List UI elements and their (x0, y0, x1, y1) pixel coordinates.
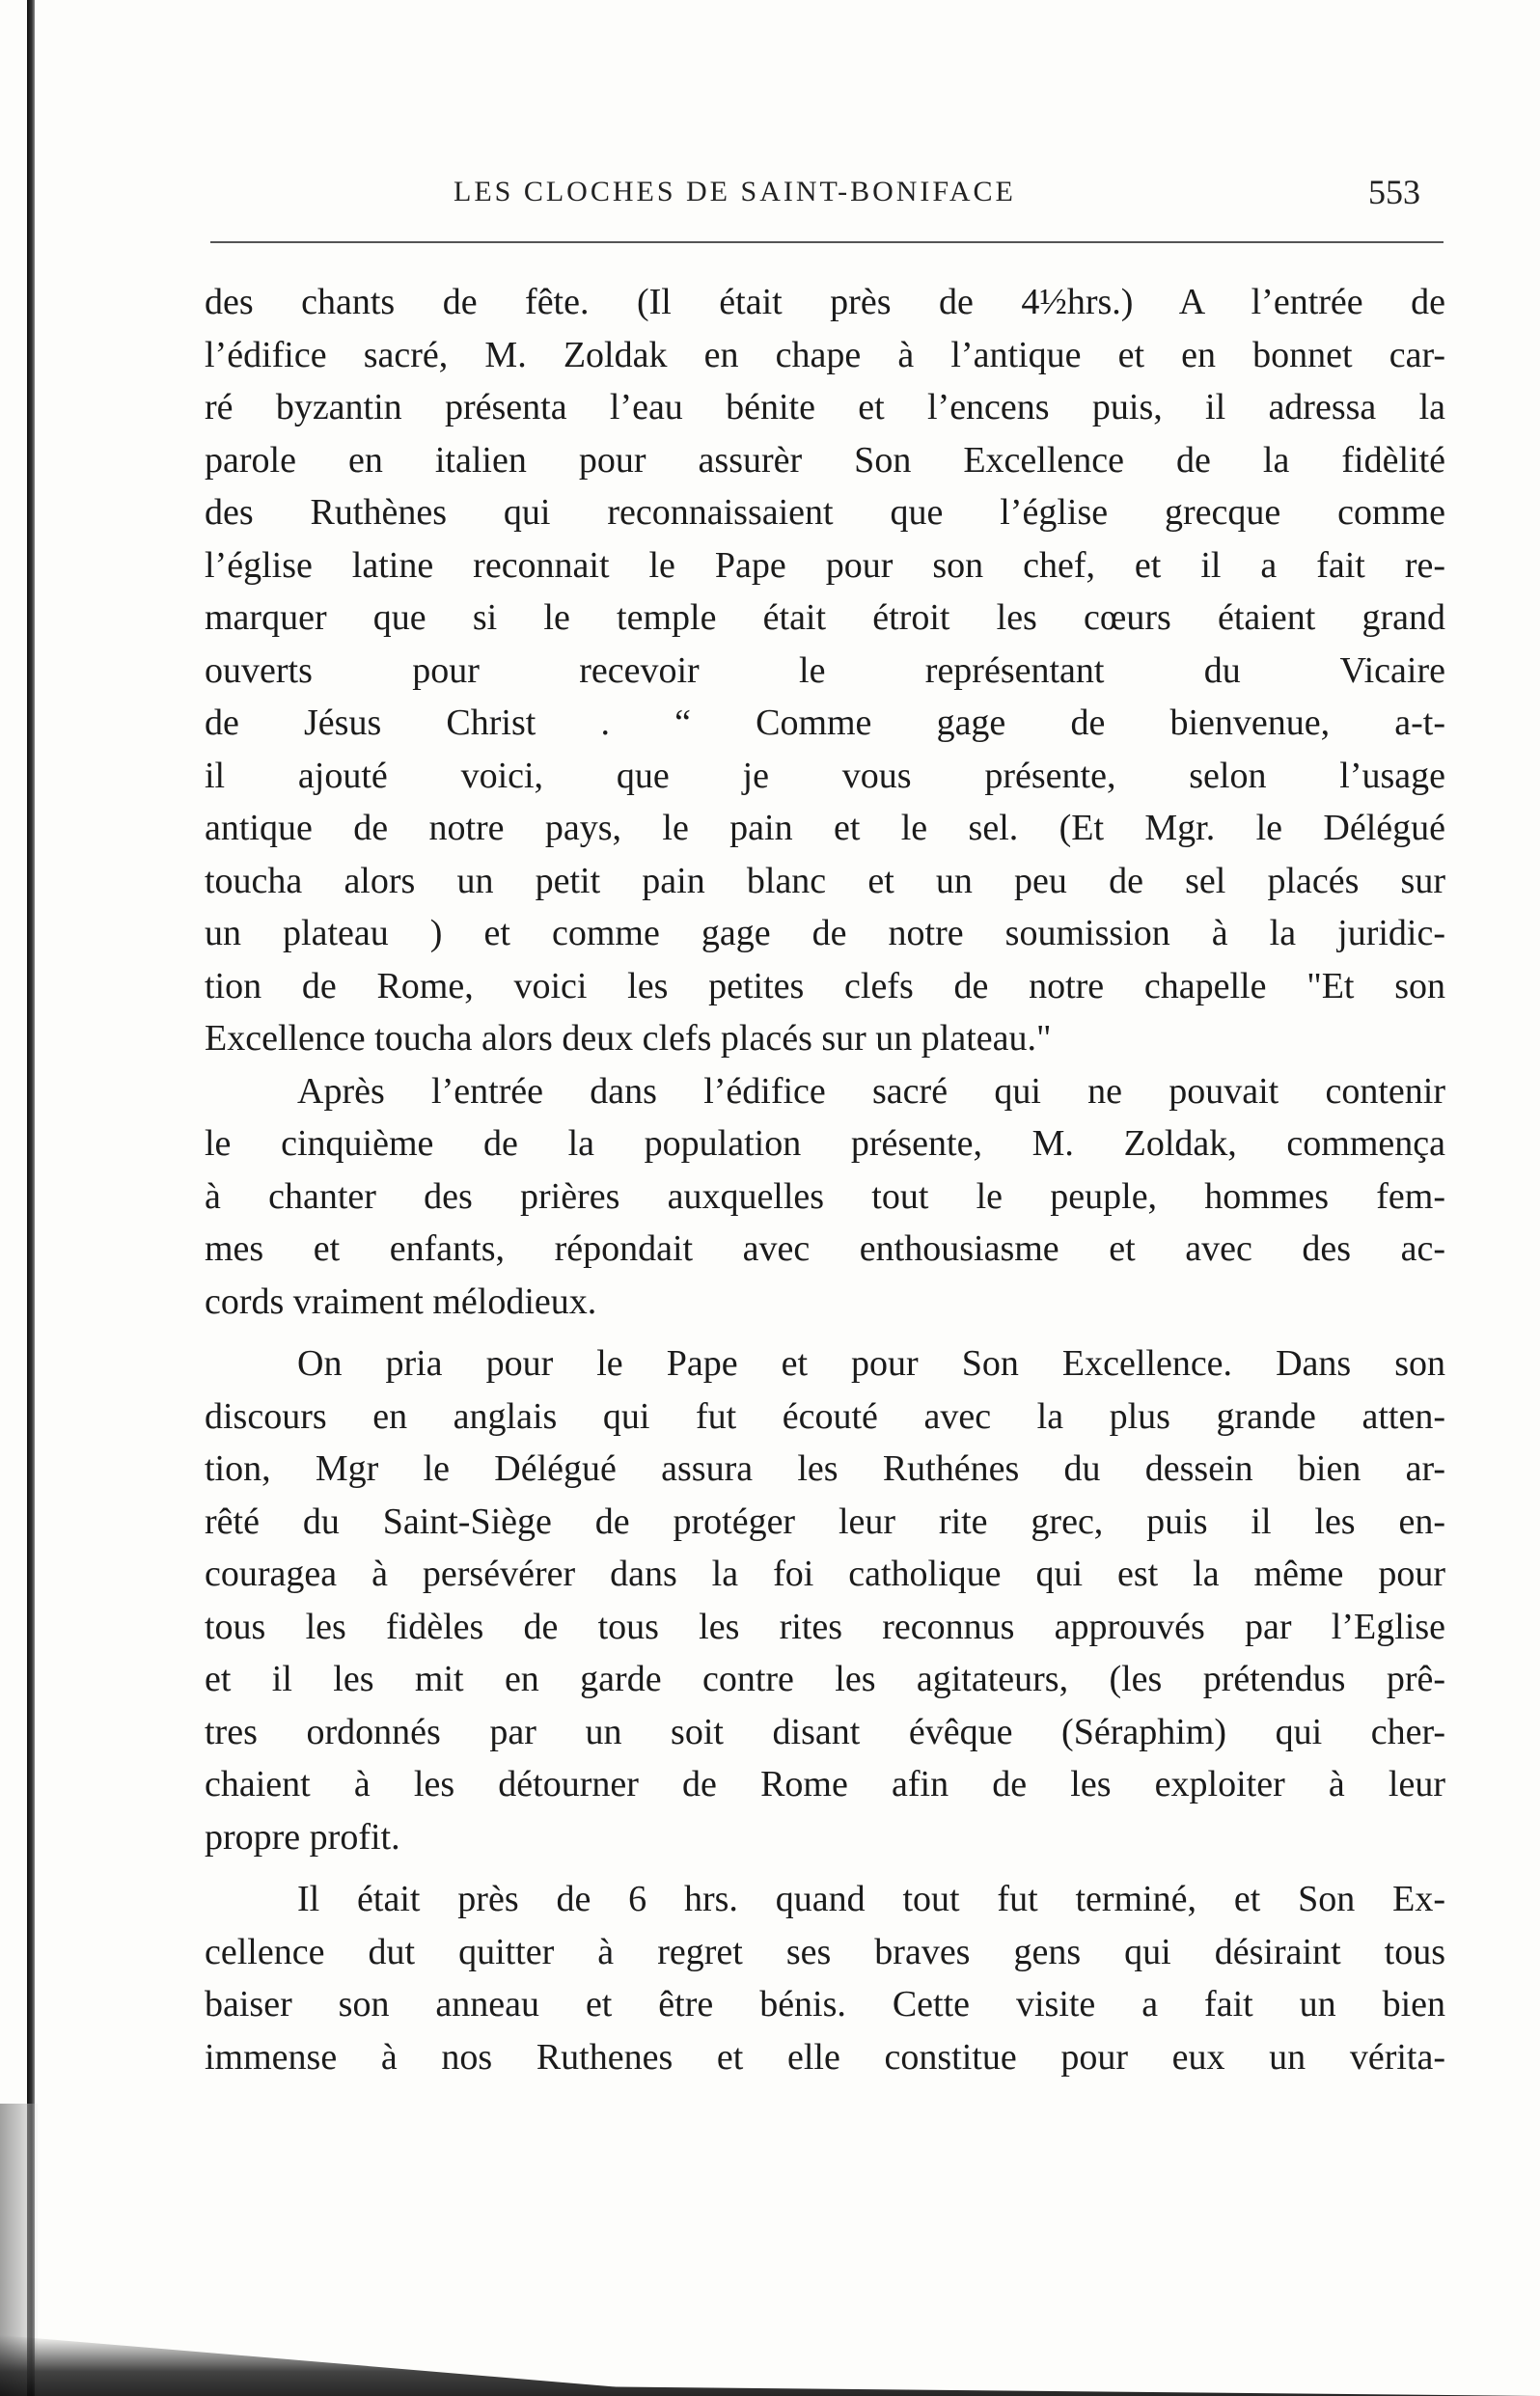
text-line: Excellence toucha alors deux clefs placés sur un plateau." (205, 1018, 1052, 1059)
text-line: ré byzantin présenta l’eau bénite et l’encens puis, il adressa la (205, 387, 1445, 427)
text-line: il ajouté voici, que je vous présente, selon l’usage (205, 755, 1445, 796)
paragraph (205, 1065, 1445, 1329)
text-line: tion, Mgr le Délégué assura les Ruthénes du dessein bien ar- (205, 1448, 1445, 1489)
text-line: de Jésus Christ . “ Comme gage de bienvenue, a-t- (205, 702, 1445, 743)
text-line: parole en italien pour assurèr Son Excellence de la fidèlité (205, 439, 1445, 481)
text-line: propre profit. (205, 1816, 400, 1858)
running-title: LES CLOCHES DE SAINT-BONIFACE (454, 176, 1016, 207)
text-line: antique de notre pays, le pain et le sel. (Et Mgr. le Délégué (205, 808, 1445, 848)
text-line: cellence dut quitter à regret ses braves gens qui désiraint tous (205, 1931, 1445, 1972)
text-line: tres ordonnés par un soit disant évêque (Séraphim) qui cher- (205, 1711, 1445, 1752)
page-number: 553 (1368, 173, 1420, 211)
text-line: ouverts pour recevoir le représentant du Vicaire (205, 649, 1445, 691)
text-line: On pria pour le Pape et pour Son Excellence. Dans son (297, 1343, 1445, 1384)
page-bottom-edge (0, 2335, 1540, 2396)
text-line: rêté du Saint-Siège de protéger leur rite grec, puis il les en- (205, 1501, 1445, 1542)
text-line: le cinquième de la population présente, M. Zoldak, commença (205, 1123, 1445, 1164)
text-line: des Ruthènes qui reconnaissaient que l’église grecque comme (205, 492, 1445, 533)
paragraph (205, 1337, 1445, 1863)
text-line: couragea à persévérer dans la foi catholique qui est la même pour (205, 1554, 1445, 1594)
text-line: des chants de fête. (Il était près de 4½hrs.) A l’entrée de (205, 282, 1445, 322)
text-line: et il les mit en garde contre les agitateurs, (les prétendus prê- (205, 1659, 1445, 1699)
text-line: un plateau ) et comme gage de notre soumission à la juridic- (205, 913, 1445, 953)
text-line: cords vraiment mélodieux. (205, 1281, 597, 1322)
body-text (205, 276, 1445, 2083)
text-line: Il était près de 6 hrs. quand tout fut terminé, et Son Ex- (297, 1879, 1445, 1919)
paragraph (205, 1873, 1445, 2083)
text-line: baiser son anneau et être bénis. Cette visite a fait un bien (205, 1984, 1445, 2024)
text-line: chaient à les détourner de Rome afin de les exploiter à leur (205, 1764, 1445, 1804)
text-line: l’église latine reconnait le Pape pour son chef, et il a fait re- (205, 544, 1445, 586)
text-line: marquer que si le temple était étroit les cœurs étaient grand (205, 597, 1445, 638)
text-line: discours en anglais qui fut écouté avec la plus grande atten- (205, 1395, 1445, 1437)
text-line: tion de Rome, voici les petites clefs de notre chapelle "Et son (205, 965, 1445, 1006)
header-rule (210, 241, 1444, 243)
text-line: Après l’entrée dans l’édifice sacré qui ne pouvait contenir (297, 1070, 1445, 1112)
text-line: l’édifice sacré, M. Zoldak en chape à l’antique et en bonnet car- (205, 334, 1445, 375)
text-line: immense à nos Ruthenes et elle constitue pour eux un vérita- (205, 2036, 1445, 2078)
binding-edge (27, 0, 35, 2396)
paragraph (205, 276, 1445, 1065)
text-line: à chanter des prières auxquelles tout le peuple, hommes fem- (205, 1175, 1445, 1217)
text-line: tous les fidèles de tous les rites reconnus approuvés par l’Eglise (205, 1606, 1445, 1647)
text-line: mes et enfants, répondait avec enthousiasme et avec des ac- (205, 1228, 1445, 1269)
text-line: toucha alors un petit pain blanc et un peu de sel placés sur (205, 860, 1445, 901)
